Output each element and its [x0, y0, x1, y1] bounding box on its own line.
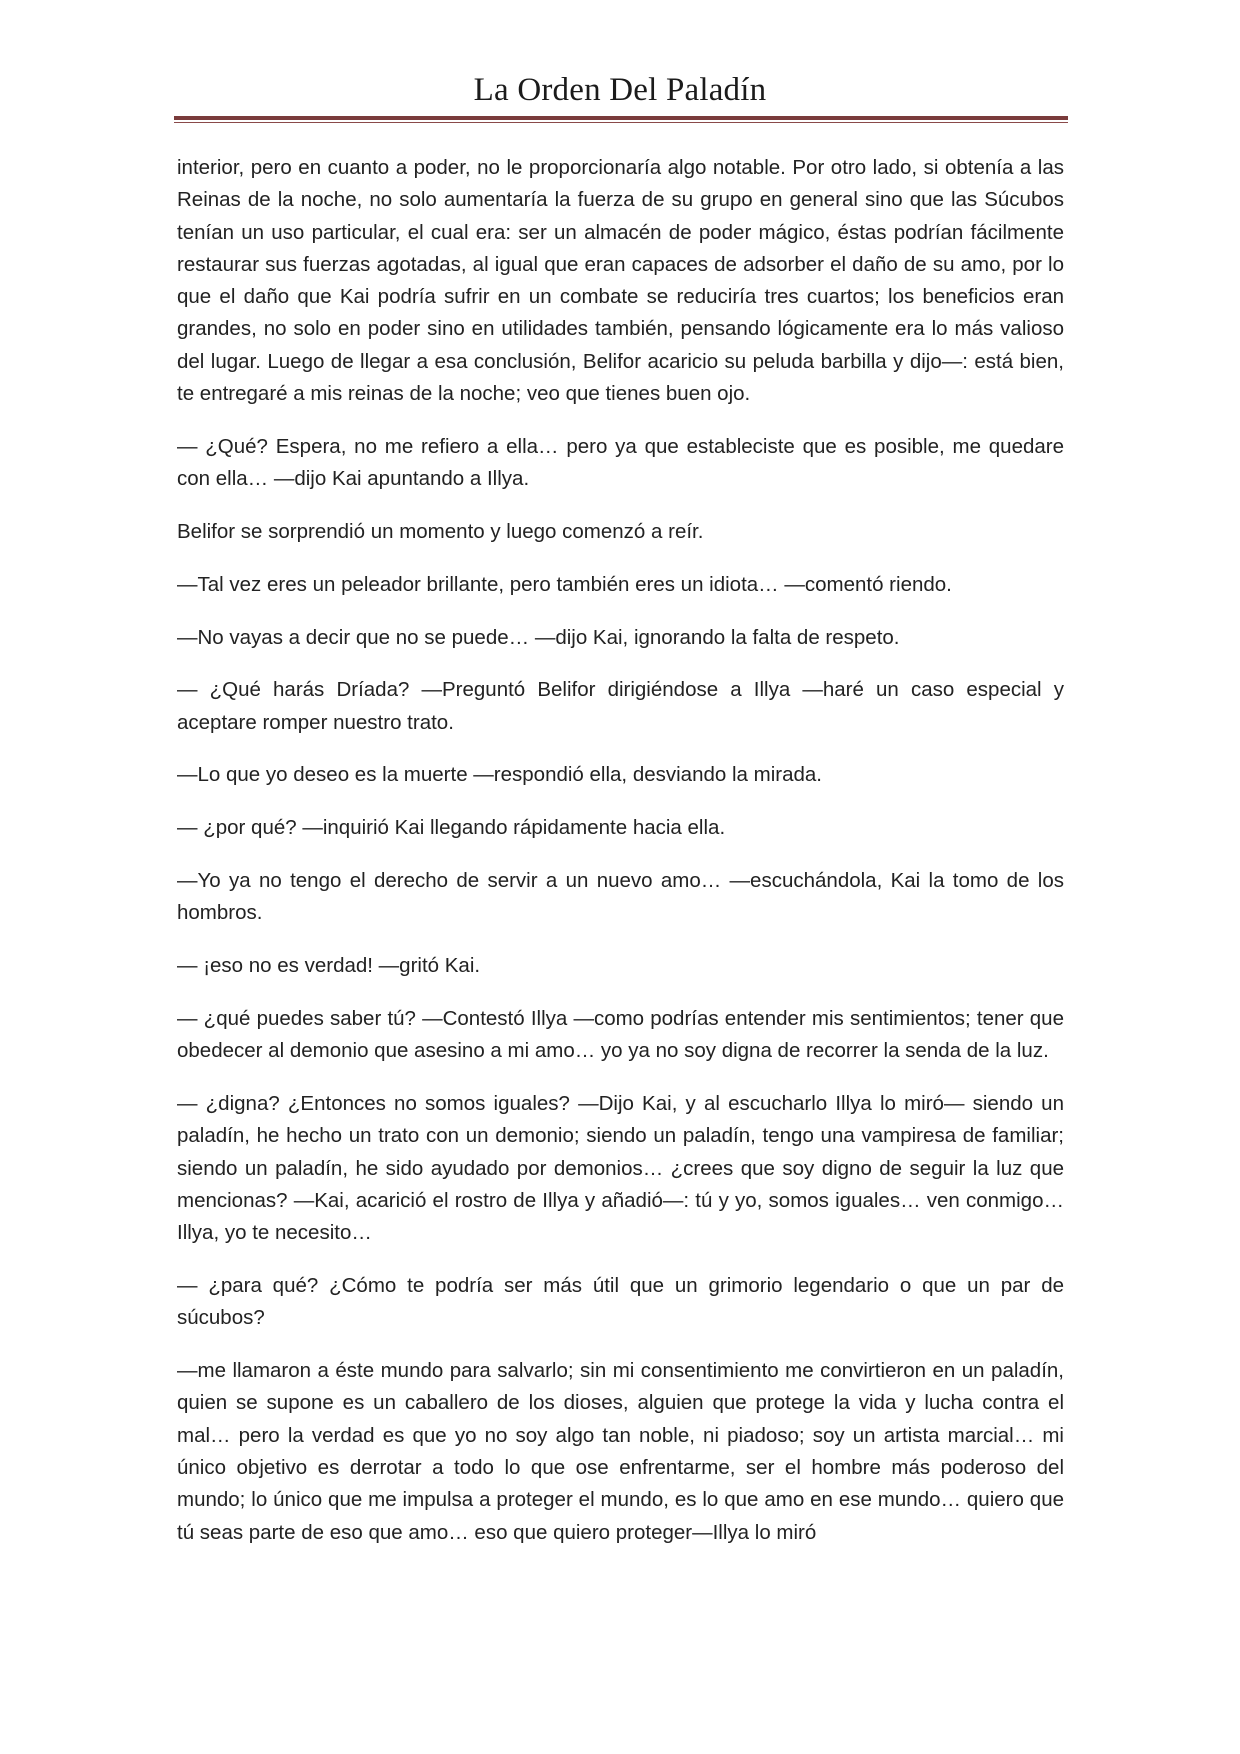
- paragraph: —Lo que yo deseo es la muerte —respondió ella, desviando la mirada.: [177, 763, 822, 787]
- header-divider: [174, 116, 1068, 120]
- paragraph: —me llamaron a éste mundo para salvarlo; sin mi consentimiento me convirtieron en un paladín, quien se supone es un caballero de los dioses, alguien que protege la vida y lucha contra el mal… pero la verdad es que yo no soy algo tan noble, ni piadoso; soy un artista marcial… mi único objetivo es derrotar a todo lo que ose enfrentarme, ser el hombre más poderoso del mundo; lo único que me impulsa a proteger el mundo, es lo que amo en ese mundo… quiero que tú seas parte de eso que amo… eso que quiero proteger—Illya lo miró: [177, 1359, 1064, 1544]
- paragraph: —No vayas a decir que no se puede… —dijo Kai, ignorando la falta de respeto.: [177, 625, 900, 649]
- paragraph: — ¿para qué? ¿Cómo te podría ser más útil que un grimorio legendario o que un par de súcubos?: [177, 1274, 1064, 1330]
- paragraph: interior, pero en cuanto a poder, no le proporcionaría algo notable. Por otro lado, si obtenía a las Reinas de la noche, no solo aumentaría la fuerza de su grupo en general sino que las Súcubos tenían un uso particular, el cual era: ser un almacén de poder mágico, éstas podrían fácilmente restaurar sus fuerzas agotadas, al igual que eran capaces de adsorber el daño de su amo, por lo que el daño que Kai podría sufrir en un combate se reduciría tres cuartos; los beneficios eran grandes, no solo en poder sino en utilidades también, pensando lógicamente era lo más valioso del lugar. Luego de llegar a esa conclusión, Belifor acaricio su peluda barbilla y dijo—: está bien, te entregaré a mis reinas de la noche; veo que tienes buen ojo.: [177, 156, 1064, 406]
- body-text: [177, 152, 1064, 1569]
- header-divider-thin: [174, 122, 1068, 123]
- paragraph: Belifor se sorprendió un momento y luego comenzó a reír.: [177, 519, 704, 543]
- paragraph: —Yo ya no tengo el derecho de servir a un nuevo amo… —escuchándola, Kai la tomo de los hombros.: [177, 869, 1064, 925]
- paragraph: — ¿digna? ¿Entonces no somos iguales? —Dijo Kai, y al escucharlo Illya lo miró— siendo un paladín, he hecho un trato con un demonio; siendo un paladín, tengo una vampiresa de familiar; siendo un paladín, he sido ayudado por demonios… ¿crees que soy digno de seguir la luz que mencionas? —Kai, acarició el rostro de Illya y añadió—: tú y yo, somos iguales… ven conmigo… Illya, yo te necesito…: [177, 1092, 1064, 1245]
- paragraph: — ¿Qué? Espera, no me refiero a ella… pero ya que estableciste que es posible, me quedare con ella… —dijo Kai apuntando a Illya.: [177, 434, 1064, 491]
- page-header-title: La Orden Del Paladín: [473, 72, 767, 108]
- paragraph: — ¡eso no es verdad! —gritó Kai.: [177, 954, 481, 978]
- paragraph: — ¿qué puedes saber tú? —Contestó Illya —como podrías entender mis sentimientos; tener que obedecer al demonio que asesino a mi amo… yo ya no soy digna de recorrer la senda de la luz.: [177, 1006, 1064, 1063]
- paragraph: — ¿por qué? —inquirió Kai llegando rápidamente hacia ella.: [177, 816, 726, 840]
- paragraph: — ¿Qué harás Dríada? —Preguntó Belifor dirigiéndose a Illya —haré un caso especial y aceptare romper nuestro trato.: [177, 678, 1064, 734]
- paragraph: —Tal vez eres un peleador brillante, pero también eres un idiota… —comentó riendo.: [177, 572, 952, 596]
